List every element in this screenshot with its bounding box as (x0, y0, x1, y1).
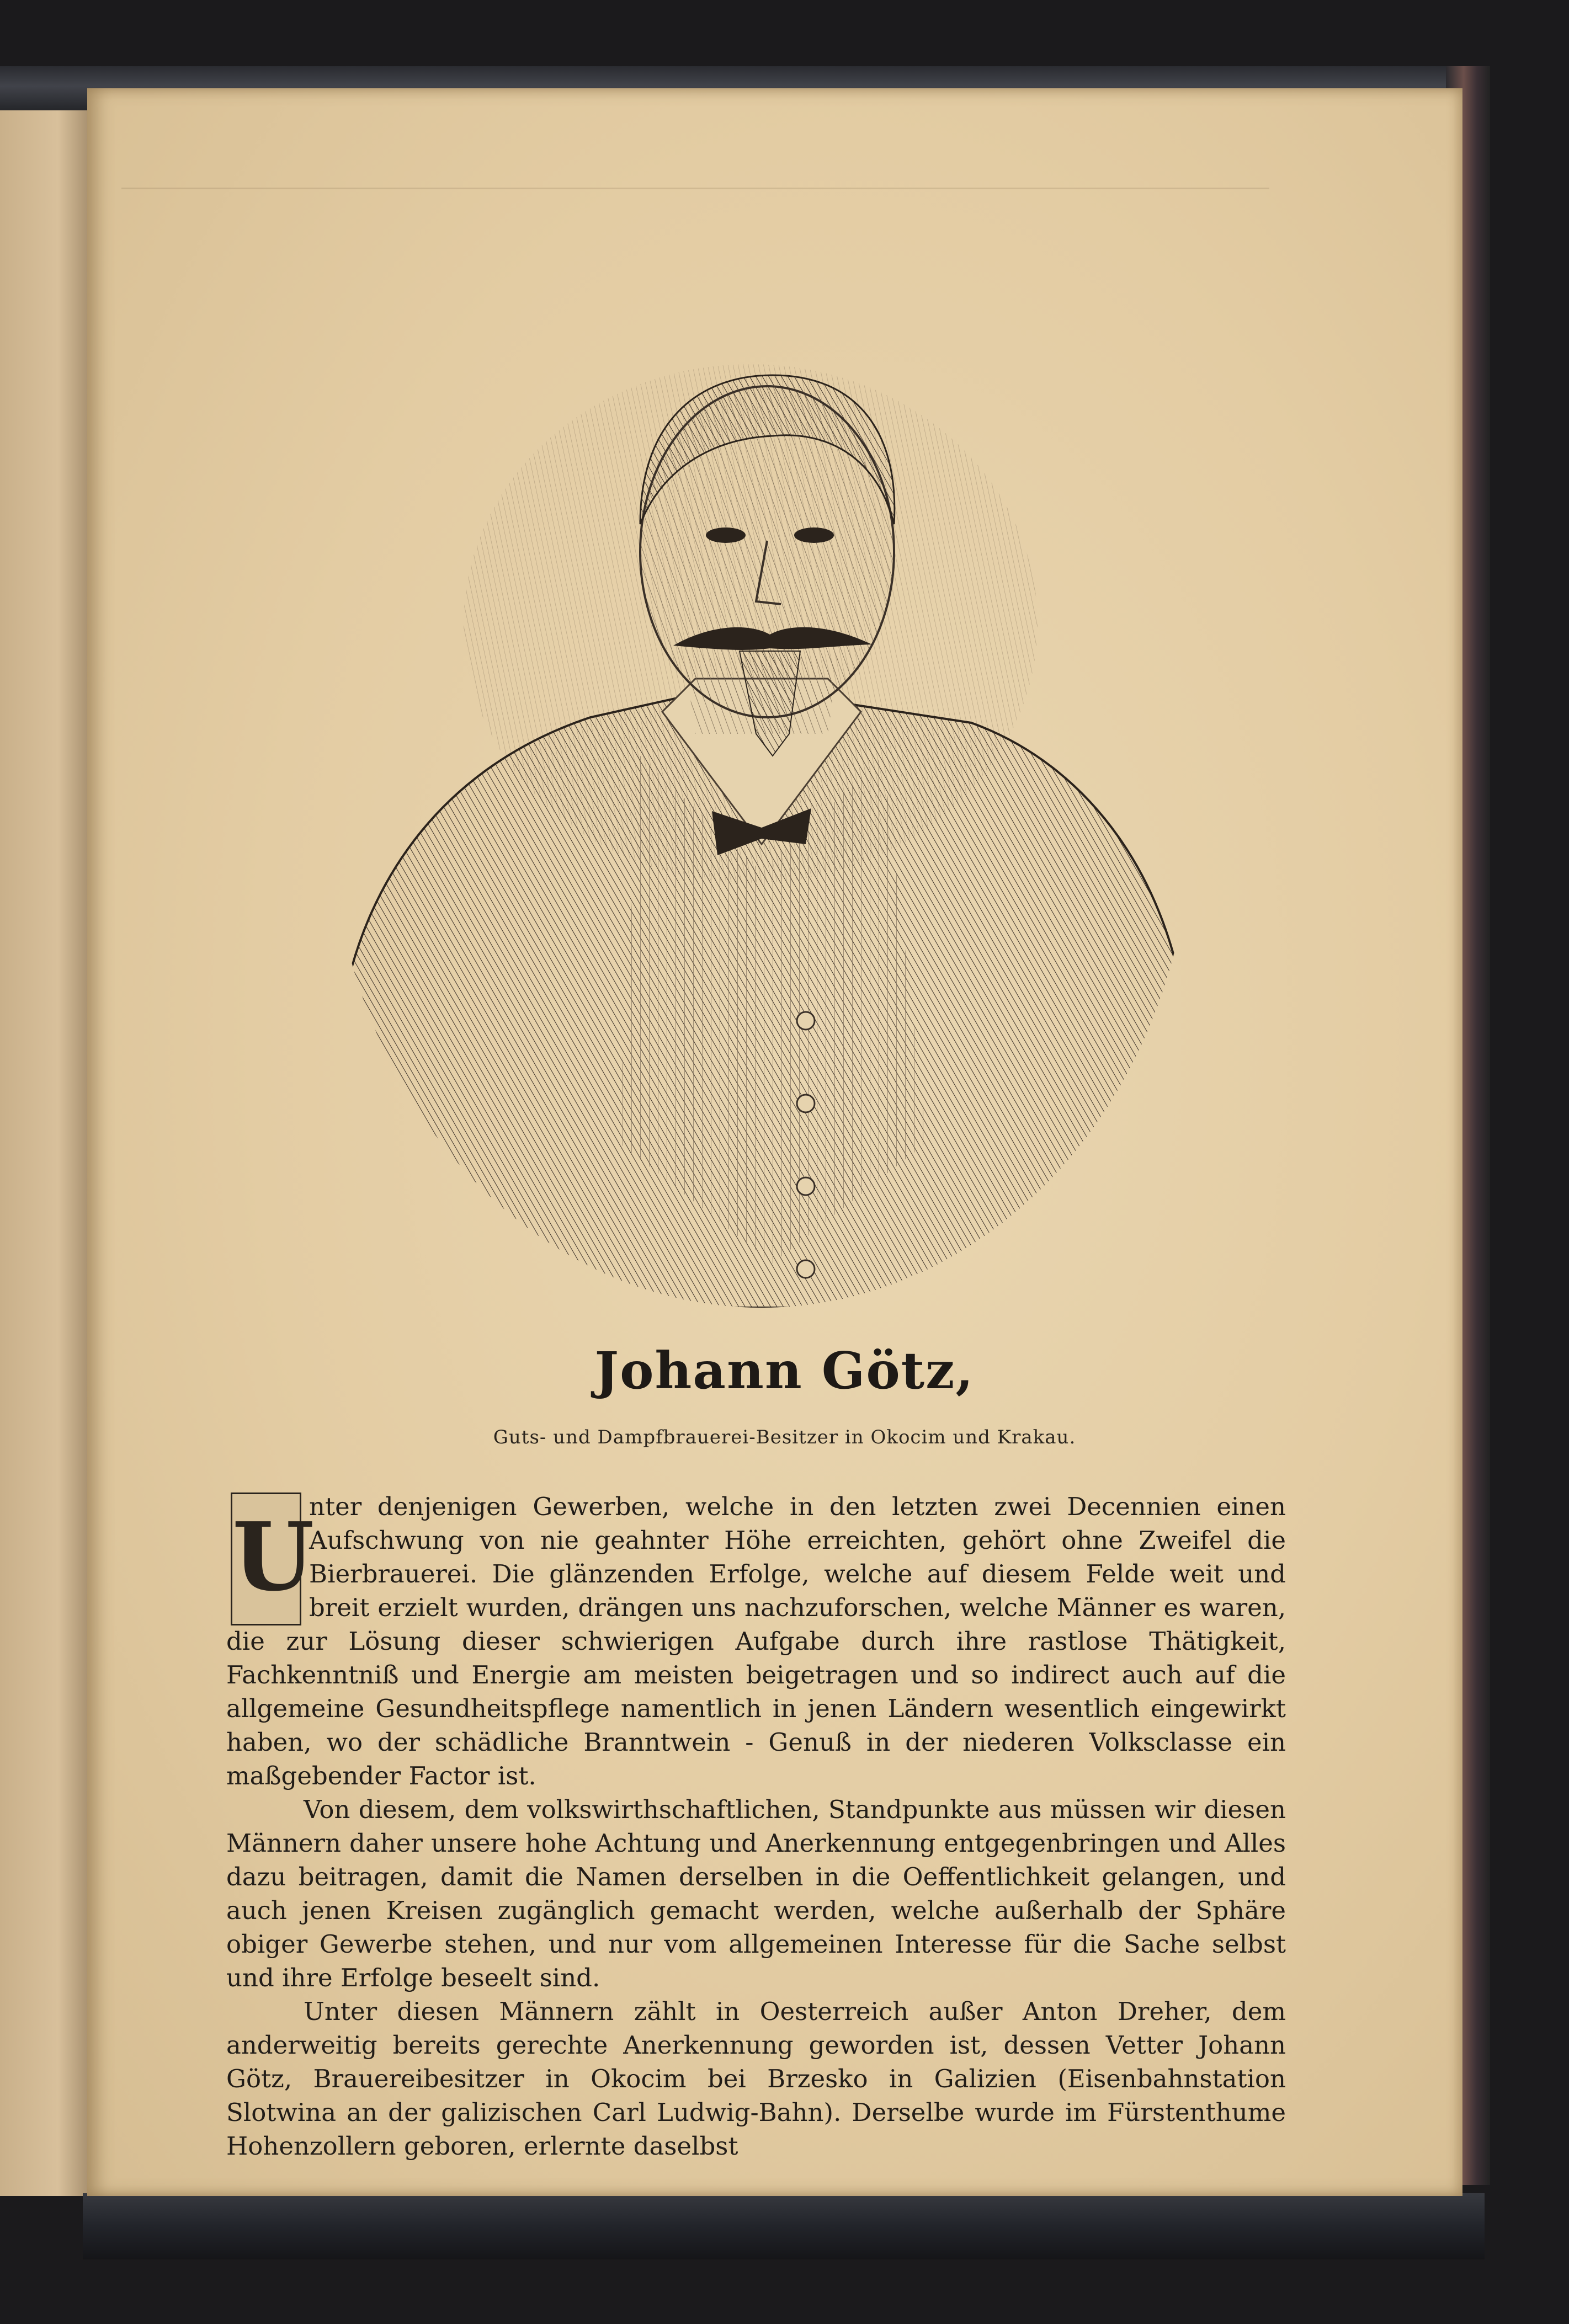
vest-button (797, 1095, 815, 1112)
drop-cap-letter: U (232, 1502, 315, 1612)
vest-button (797, 1260, 815, 1278)
article-title: Johann Götz, (594, 1341, 975, 1400)
paragraph: Unter diesen Männern zählt in Oesterreich außer Anton Dreher, dem anderweitig bereits gerechte Anerkennung geworden ist, dessen Vetter Johann Götz, Brauereibesitzer in Okocim bei Brzesko in Galizien (Eisenbahnstation Slotwina an der galizischen Carl Ludwig-Bahn). Derselbe wurde im Fürstenthume Hohenzollern geboren, erlernte daselbst (226, 1997, 1286, 2161)
left-page-edge (0, 105, 97, 2196)
vest-button (797, 1177, 815, 1195)
paragraph: Von diesem, dem volkswirthschaftlichen, Standpunkte aus müssen wir diesen Männern daher unsere hohe Achtung und Anerkennung entgegenbringen und Alles dazu beitragen, damit die Namen derselben in die Oeffentlichkeit gelangen, und auch jenen Kreisen zugänglich gemacht werden, welche außerhalb der Sphäre obiger Gewerbe stehen, und nur vom allgemeinen Interesse für die Sache selbst und ihre Erfolge beseelt sind. (226, 1795, 1286, 1992)
portrait-engraving (331, 315, 1192, 1308)
article-subtitle: Guts- und Dampfbrauerei-Besitzer in Okocim und Krakau. (493, 1426, 1076, 1448)
paragraph: nter denjenigen Gewerben, welche in den letzten zwei Decennien einen Aufschwung von nie geahnter Höhe erreichten, gehört ohne Zweifel die Bierbrauerei. Die glänzenden Erfolge, welche auf diesem Felde weit und breit erzielt wurden, drängen uns nachzuforschen, welche Männer es waren, die zur Lösung dieser schwierigen Aufgabe durch ihre rastlose Thätigkeit, Fachkenntniß und Energie am meisten beigetragen und so indirect auch auf die allgemeine Gesundheitspflege namentlich in jenen Ländern wesentlich eingewirkt haben, wo der schädliche Branntwein - Genuß in der niederen Volksclasse ein maßgebender Factor ist. (226, 1492, 1286, 1790)
bleed-through-rule (121, 188, 1269, 189)
vest-button (797, 1012, 815, 1030)
book-cover-bottom (83, 2193, 1485, 2259)
article-body (226, 1490, 1286, 2163)
drop-cap-spacer (226, 1490, 315, 1622)
